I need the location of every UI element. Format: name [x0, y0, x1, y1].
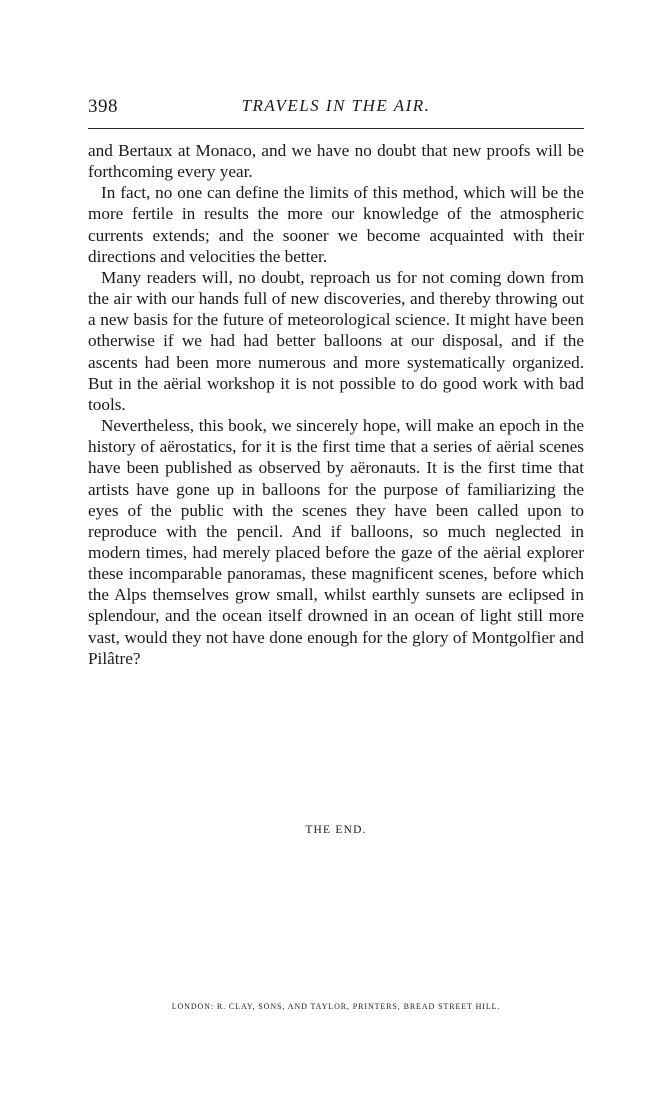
header-rule — [88, 128, 584, 129]
running-title: TRAVELS IN THE AIR. — [241, 96, 431, 115]
paragraph: Nevertheless, this book, we sincerely hope, will make an epoch in the history of aërostatics, for it is the first time that a series of aërial scenes have been published as observed by aëronauts. It is the first time that artists have gone up in balloons for the purpose of familiarizing the eyes of the public with the scenes they have been called upon to reproduce with the pencil. And if balloons, so much neglected in modern times, had merely placed before the gaze of the aërial explorer these incomparable panoramas, these magnificent scenes, before which the Alps themselves grow small, whilst earthly sunsets are eclipsed in splendour, and the ocean itself drowned in an ocean of light still more vast, would they not have done enough for the glory of Montgolfier and Pilâtre? — [88, 416, 584, 668]
paragraph: and Bertaux at Monaco, and we have no doubt that new proofs will be forthcoming every year. — [88, 141, 584, 182]
the-end-heading: THE END. — [305, 824, 367, 836]
paragraph: Many readers will, no doubt, reproach us for not coming down from the air with our hands full of new discoveries, and thereby throwing out a new basis for the future of meteorological science. It might have been otherwise if we had had better balloons at our disposal, and if the ascents had been more numerous and more systematically organized. But in the aërial workshop it is not possible to do good work with bad tools. — [88, 267, 584, 414]
printer-imprint: LONDON: R. CLAY, SONS, AND TAYLOR, PRINTERS, BREAD STREET HILL. — [171, 1002, 501, 1011]
running-header — [88, 96, 584, 122]
page-number: 398 — [88, 96, 118, 117]
paragraph: In fact, no one can define the limits of this method, which will be the more fertile in results the more our knowledge of the atmospheric currents extends; and the sooner we become acquainted with their directions and velocities the better. — [88, 183, 584, 266]
body-text — [88, 140, 584, 669]
